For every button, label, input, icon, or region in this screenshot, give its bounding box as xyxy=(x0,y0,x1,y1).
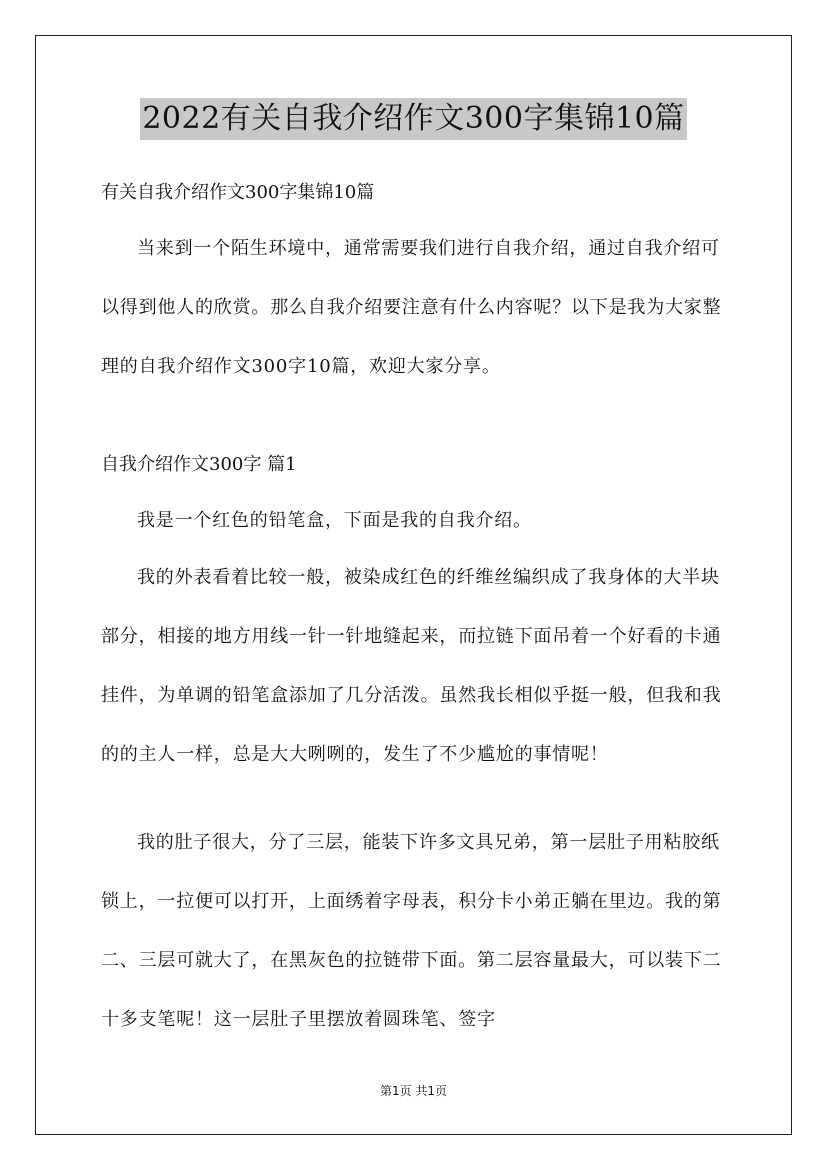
document-subtitle: 有关自我介绍作文300字集锦10篇 xyxy=(101,182,375,203)
intro-paragraph: 当来到一个陌生环境中，通常需要我们进行自我介绍，通过自我介绍可以得到他人的欣赏。那么自我介绍要注意有什么内容呢？以下是我为大家整理的自我介绍作文300字10篇，欢迎大家分享。 xyxy=(101,238,722,377)
document-title: 2022有关自我介绍作文300字集锦10篇 xyxy=(140,98,686,140)
section-heading: 自我介绍作文300字 篇1 xyxy=(101,454,297,475)
page-footer: 第1页 共1页 xyxy=(379,1084,448,1098)
paragraph-3: 我的肚子很大，分了三层，能装下许多文具兄弟，第一层肚子用粘胶纸锁上，一拉便可以打开，上面绣着字母表，积分卡小弟正躺在里边。我的第二、三层可就大了，在黑灰色的拉链带下面。第二层容量最大，可以装下二十多支笔呢！这一层肚子里摆放着圆珠笔、签字 xyxy=(101,832,722,1030)
paragraph-1: 我是一个红色的铅笔盒，下面是我的自我介绍。 xyxy=(137,510,532,531)
title-container xyxy=(0,98,827,140)
paragraph-2: 我的外表看着比较一般，被染成红色的纤维丝编织成了我身体的大半块部分，相接的地方用线一针一针地缝起来，而拉链下面吊着一个好看的卡通挂件，为单调的铅笔盒添加了几分活泼。虽然我长相似乎挺一般，但我和我的的主人一样，总是大大咧咧的，发生了不少尴尬的事情呢！ xyxy=(101,567,722,765)
